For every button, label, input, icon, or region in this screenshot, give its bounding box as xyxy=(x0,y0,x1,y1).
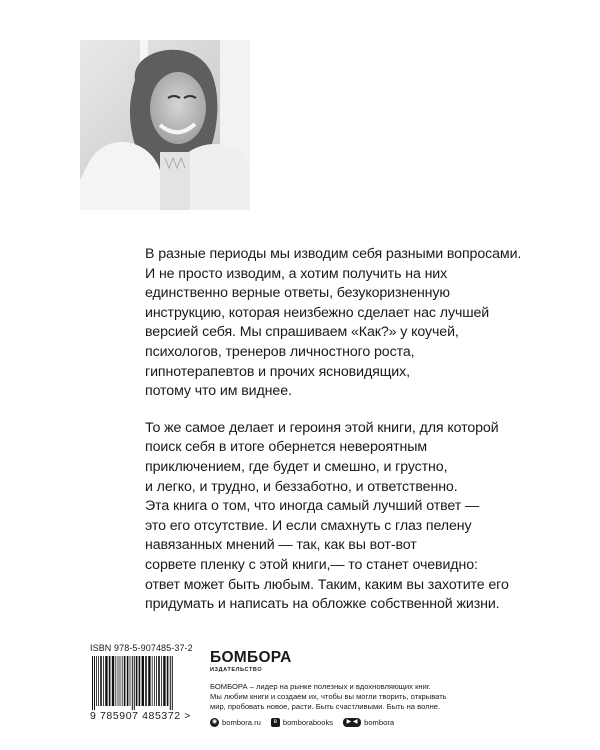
barcode-bar xyxy=(158,656,160,706)
publisher-desc-line: БОМБОРА – лидер на рынке полезных и вдохновляющих книг. xyxy=(210,682,431,691)
barcode-bar xyxy=(98,656,99,706)
barcode-image xyxy=(90,656,182,710)
messenger-icons: ▶ ◀ xyxy=(343,718,361,727)
barcode-bar xyxy=(156,656,157,706)
vk-icon: в xyxy=(271,718,280,727)
description-line: приключением, где будет и смешно, и грустно, xyxy=(145,458,448,475)
barcode-bar xyxy=(142,656,144,706)
barcode-bar xyxy=(122,656,123,706)
barcode-bar xyxy=(139,656,141,706)
description-line: И не просто изводим, а хотим получить на них xyxy=(145,265,448,282)
description-line: навязанных мнений — так, как вы вот-вот xyxy=(145,537,417,554)
description-line: гипнотерапевтов и прочих ясновидящих, xyxy=(145,363,410,380)
description-line: версией себя. Мы спрашиваем «Как?» у коучей, xyxy=(145,324,459,341)
book-description xyxy=(145,245,522,615)
barcode-bar xyxy=(163,656,165,706)
isbn-text: ISBN 978-5-907485-37-2 xyxy=(90,643,193,653)
barcode-bar xyxy=(130,656,131,706)
barcode-bar xyxy=(161,656,162,706)
description-line: потому что им виднее. xyxy=(145,383,292,400)
social-label: bombora.ru xyxy=(222,718,261,727)
description-paragraph xyxy=(145,419,509,615)
description-line: психологов, тренеров личностного роста, xyxy=(145,343,415,360)
publisher-desc-line: мир, пробовать новое, расти. Быть счастливыми. Быть на волне. xyxy=(210,702,441,711)
description-line: инструкцию, которая неизбежно сделает нас лучшей xyxy=(145,304,490,321)
barcode-bar xyxy=(105,656,107,706)
barcode-bar xyxy=(170,656,171,710)
description-line: единственно верные ответы, безукоризненную xyxy=(145,285,450,302)
barcode-digits: 9 785907 485372 > xyxy=(90,710,191,722)
description-paragraph xyxy=(145,245,522,402)
description-line: сорвете пленку с этой книги,— то станет очевидно: xyxy=(145,556,478,573)
barcode-bar xyxy=(154,656,155,706)
barcode-bar xyxy=(132,656,133,710)
description-line: То же самое делает и героиня этой книги, для которой xyxy=(145,419,499,436)
description-line: ответ может быть любым. Таким, каким вы захотите его xyxy=(145,576,509,593)
barcode-bar xyxy=(118,656,119,706)
description-line: Эта книга о том, что иногда самый лучший ответ — xyxy=(145,498,480,515)
publisher-socials xyxy=(210,718,510,727)
barcode-bar xyxy=(124,656,126,706)
barcode-bar xyxy=(145,656,147,706)
barcode-bar xyxy=(92,656,93,710)
social-link-messengers[interactable] xyxy=(343,718,394,727)
barcode-bar xyxy=(152,656,153,706)
description-line: это его отсутствие. И если смахнуть с глаз пелену xyxy=(145,517,472,534)
social-label: bomborabooks xyxy=(282,718,334,727)
barcode-bar xyxy=(109,656,111,706)
barcode-bar xyxy=(112,656,114,706)
barcode-bar xyxy=(100,656,102,706)
barcode-bar xyxy=(172,656,173,710)
description-line: В разные периоды мы изводим себя разными вопросами. xyxy=(145,246,522,262)
barcode-bar xyxy=(115,656,116,706)
barcode-bar xyxy=(136,656,138,706)
barcode-bar xyxy=(103,656,104,706)
barcode-block xyxy=(90,643,193,722)
publisher-block xyxy=(210,650,510,727)
barcode-bar xyxy=(134,656,135,710)
publisher-logo-subtitle: ИЗДАТЕЛЬСТВО xyxy=(210,667,263,673)
barcode-bar xyxy=(127,656,129,706)
description-line: поиск себя в итоге обернется невероятным xyxy=(145,439,428,456)
barcode-bar xyxy=(148,656,150,706)
publisher-logo: БОМБОРА xyxy=(210,649,292,666)
barcode-bar xyxy=(94,656,95,710)
social-label: bombora xyxy=(364,718,395,727)
web-icon: ◉ xyxy=(211,719,218,725)
description-line: придумать и написать на обложке собственной жизни. xyxy=(145,596,500,613)
barcode-bar xyxy=(96,656,97,706)
barcode-bar xyxy=(120,656,121,706)
barcode-bar xyxy=(167,656,169,706)
social-link-vk[interactable] xyxy=(271,718,333,727)
social-link-web[interactable] xyxy=(210,718,261,727)
publisher-desc-line: Мы любим книги и создаем их, чтобы вы могли творить, открывать xyxy=(210,692,447,701)
author-photo xyxy=(80,40,250,210)
description-line: и легко, и трудно, и беззаботно, и ответственно. xyxy=(145,478,458,495)
publisher-description xyxy=(210,682,510,712)
author-photo-image xyxy=(80,40,250,210)
